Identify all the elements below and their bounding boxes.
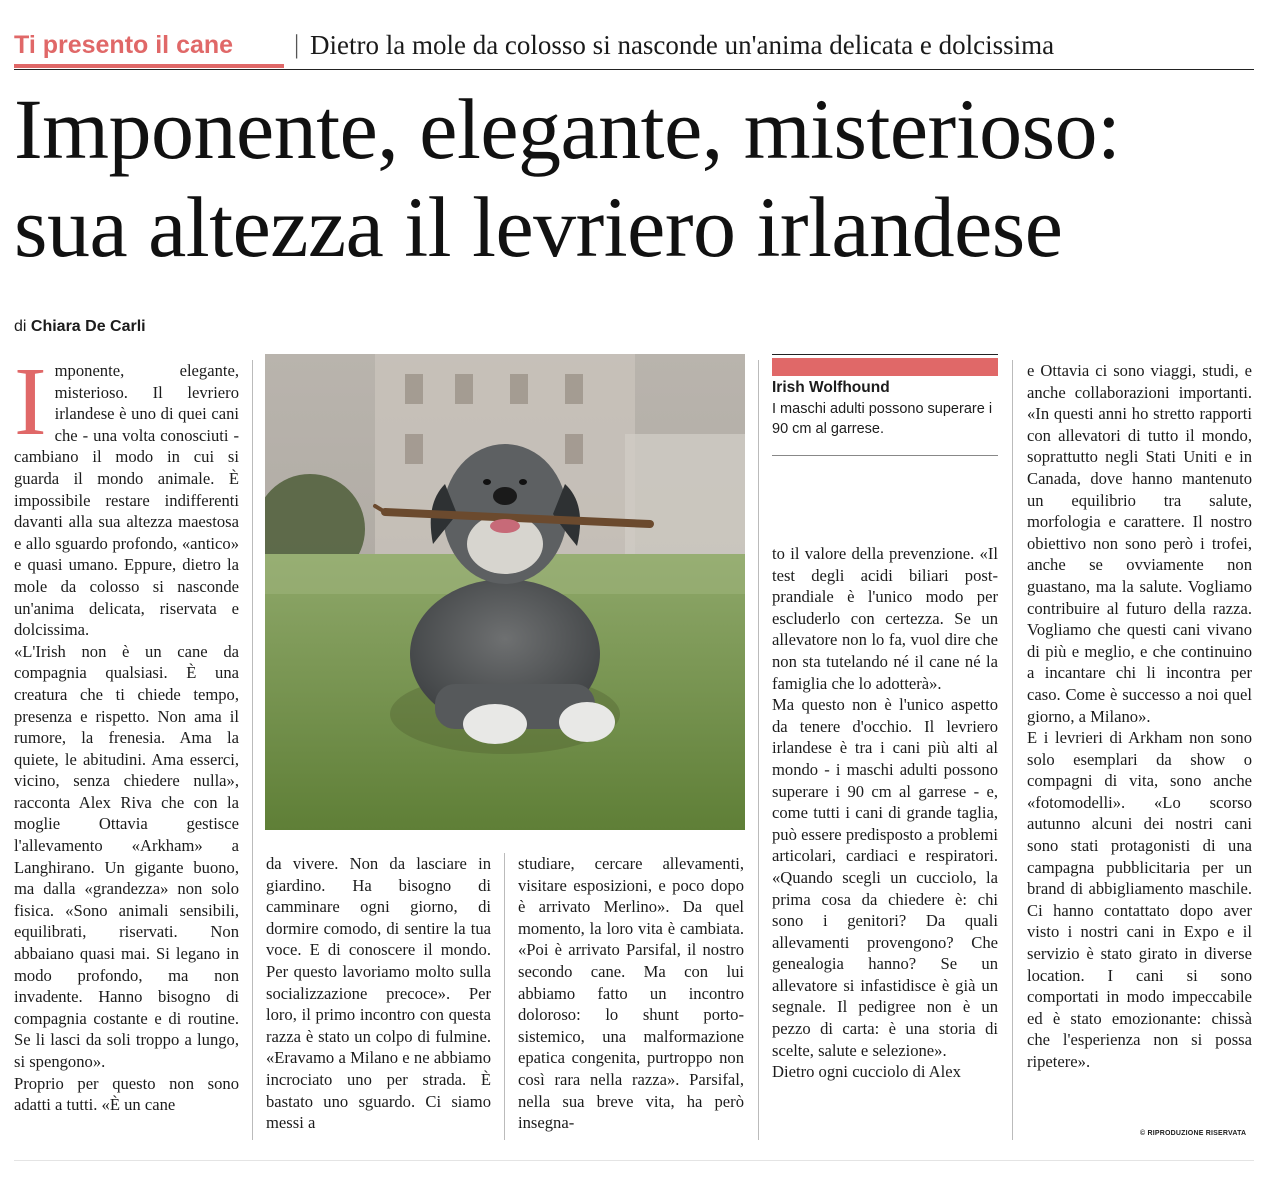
infobox-rule (772, 455, 998, 456)
column-rule (1012, 360, 1013, 1140)
infobox-text: I maschi adulti possono superare i 90 cm al garrese. (772, 401, 993, 437)
column-rule (504, 853, 505, 1140)
copyright-notice: © RIPRODUZIONE RISERVATA (1140, 1130, 1247, 1137)
kicker-subtitle: Dietro la mole da colosso si nasconde un'anima delicata e dolcissima (310, 30, 1055, 60)
dog-photo (265, 354, 745, 830)
article-column-1 (14, 348, 239, 1116)
kicker (14, 30, 1254, 70)
paragraph: Ma questo non è l'unico aspetto da tenere d'occhio. Il levriero irlandese è tra i cani più alti al mondo - i maschi adulti possono superare i 90 cm al garrese - e, come tutti i cani di grande taglia, può essere predisposto a problemi articolari, cardiaci e respiratori. «Quando scegli un cucciolo, la prima cosa da chiedere è: chi sono i genitori? Da quali allevamenti provengono? Che genealogia hanno? Se un allevatore si infastidisce è già un segnale. Il pedigree non è un pezzo di carta: è una storia di scelte, salute e selezione». (772, 695, 998, 1060)
paragraph: Dietro ogni cucciolo di Alex (772, 1062, 961, 1082)
headline (14, 80, 1264, 276)
paragraph: studiare, cercare allevamenti, visitare esposizioni, e poco dopo è arrivato Merlino». Da quel momento, la loro vita è cambiata. «Poi è arrivato Parsifal, il nostro secondo cane. Ma con lui abbiamo fatto un incontro doloroso: lo shunt porto-sistemico, una malformazione epatica congenita, purtroppo non così rara nella razza». Parsifal, nella sua breve vita, ha però insegna- (518, 854, 744, 1133)
paragraph: e Ottavia ci sono viaggi, studi, e anche collaborazioni importanti. «In questi anni ho stretto rapporti con allevatori di tutto il mondo, soprattutto negli Stati Uniti e in Canada, dove hanno mantenuto un equilibrio tra salute, morfologia e carattere. Il nostro obiettivo non sono però i trofei, anche se ovviamente non guastano, ma la salute. Vogliamo contribuire al futuro della razza. Vogliamo che questi cani vivano di più e meglio, e che continuino a incantare chi li incontra per caso. Come è successo a noi quel giorno, a Milano». (1027, 361, 1252, 726)
article-column-3 (518, 853, 744, 1134)
paragraph: «L'Irish non è un cane da compagnia qualsiasi. È una creatura che ti chiede tempo, presenza e rispetto. Non ama il rumore, la frenesia. Ama la quiete, le abitudini. Ama esserci, vicino, senza chiedere nulla», racconta Alex Riva che con la moglie Ottavia gestisce l'allevamento «Arkham» a Langhirano. Un gigante buono, ma dalla «grandezza» non solo fisica. «Sono animali sensibili, equilibrati, riservati. Non abbaiano quasi mai. Si legano in modo profondo, ma non invadente. Hanno bisogno di compagnia costante e di routine. Se li lasci da soli troppo a lungo, si spengono». (14, 641, 239, 1071)
paragraph: E i levrieri di Arkham non sono solo esemplari da show o compagni di vita, sono anche «fotomodelli». «Lo scorso autunno alcuni dei nostri cani sono stati protagonisti di una campagna pubblicitaria per un brand di abbigliamento maschile. Ci hanno contattato dopo aver visto i nostri cani in Expo e il servizio è stato girato in diverse location. I cani si sono comportati in modo impeccabile ed è stato emozionante: chissà che l'esperienza non si possa ripetere». (1027, 728, 1252, 1071)
infobox (772, 354, 998, 450)
article-column-4 (772, 543, 998, 1083)
paragraph: to il valore della prevenzione. «Il test degli acidi biliari post-prandiale è l'unico modo per escluderlo con certezza. Se un allevatore non lo fa, vuol dire che non sta tutelando né il cane né la famiglia che lo adotterà». (772, 544, 998, 693)
headline-line-2: sua altezza il levriero irlandese (14, 179, 1063, 275)
byline-author: Chiara De Carli (30, 318, 146, 335)
article-column-5 (1027, 360, 1252, 1073)
section-label: Ti presento il cane (14, 31, 234, 59)
paragraph: Proprio per questo non sono adatti a tutti. «È un cane (14, 1073, 239, 1115)
infobox-title: Irish Wolfhound (772, 379, 890, 396)
section-underline (14, 64, 284, 68)
drop-cap: I (14, 348, 47, 456)
byline-prefix: di (14, 318, 27, 335)
headline-line-1: Imponente, elegante, misterioso: (14, 81, 1121, 177)
infobox-accent-bar (772, 358, 998, 376)
byline (14, 318, 146, 336)
article-column-2 (266, 853, 491, 1134)
paragraph: da vivere. Non da lasciare in giardino. Ha bisogno di camminare ogni giorno, di dormire comodo, di sentire la tua voce. E di conoscere il mondo. Per questo lavoriamo molto sulla socializzazione precoce». Per loro, il primo incontro con questa razza è stato un colpo di fulmine. «Eravamo a Milano e ne abbiamo incrociato uno per strada. È bastato uno sguardo. Ci siamo messi a (266, 854, 491, 1133)
paragraph: mponente, elegante, misterioso. Il levriero irlandese è uno di quei cani che - una volta conosciuti - cambiano il modo in cui si guarda il mondo animale. È impossibile restare indifferenti davanti alla sua altezza maestosa e allo sguardo profondo, «antico» e quasi umano. Eppure, dietro la mole da colosso si nasconde un'anima delicata, riservata e dolcissima. (14, 361, 239, 640)
column-rule (758, 360, 759, 1140)
column-rule (252, 360, 253, 1140)
bottom-rule (14, 1160, 1254, 1161)
kicker-separator: | (294, 30, 300, 59)
